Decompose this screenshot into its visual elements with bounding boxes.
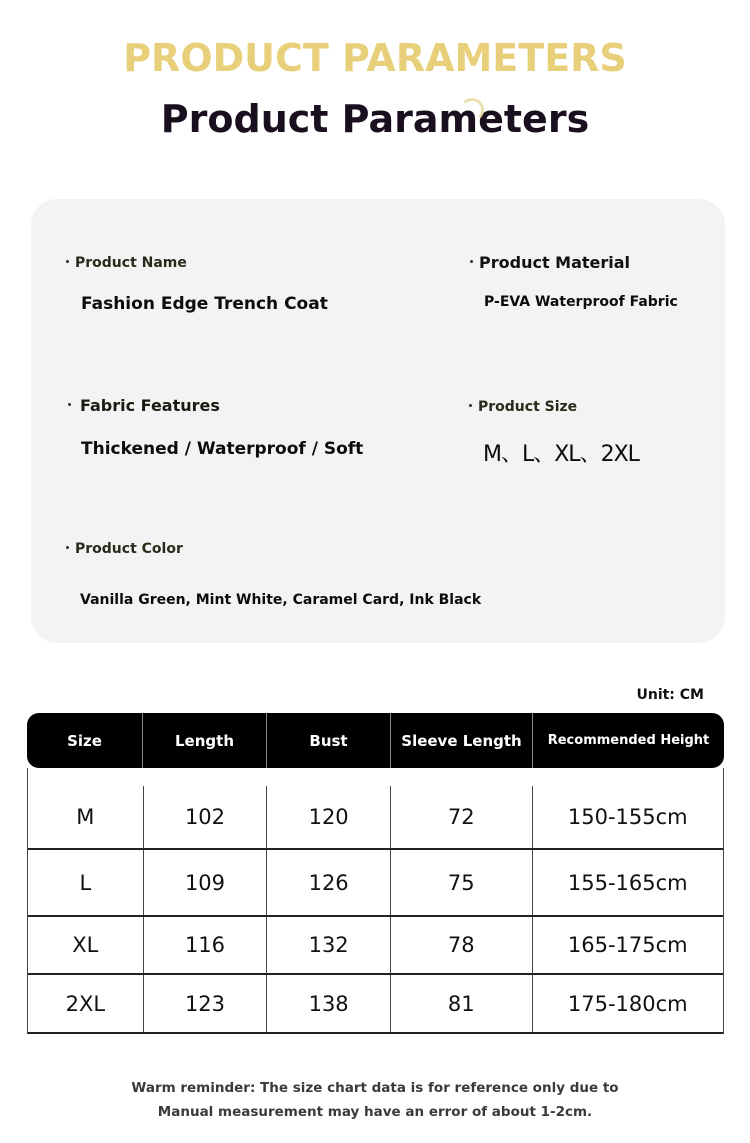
cell-recommended-height: 165-175cm: [567, 933, 688, 957]
cell-sleeve-length: 72: [391, 786, 533, 848]
cell-size: XL: [28, 917, 144, 973]
bullet-icon: [470, 260, 473, 263]
bullet-icon: [66, 260, 69, 263]
param-product-material: [470, 253, 630, 272]
param-label: Product Material: [479, 253, 631, 272]
table-row: [28, 850, 723, 917]
size-chart-table: [27, 713, 724, 1034]
cell-bust: 132: [267, 917, 391, 973]
warm-reminder-note: [0, 1076, 750, 1124]
cell-sleeve-length: 81: [391, 975, 533, 1032]
section-title-uppercase: PRODUCT PARAMETERS: [123, 36, 627, 80]
param-value-product-size: M、L、XL、2XL: [483, 442, 639, 467]
param-value-fabric-features: Thickened / Waterproof / Soft: [81, 439, 364, 459]
param-product-name: [66, 255, 187, 271]
param-label: Product Color: [75, 541, 183, 557]
param-value-product-color: Vanilla Green, Mint White, Caramel Card, Ink Black: [80, 592, 482, 608]
cell-size: L: [28, 850, 144, 915]
table-row: [28, 917, 723, 975]
cell-recommended-height: 155-165cm: [567, 870, 688, 895]
cell-length: 109: [144, 850, 268, 915]
param-label: Fabric Features: [80, 396, 220, 415]
cell-bust: 126: [267, 850, 391, 915]
cell-length: 102: [144, 786, 268, 848]
cell-length: 116: [144, 917, 268, 973]
param-product-size: [469, 399, 577, 415]
bullet-icon: [68, 403, 71, 406]
cell-size: 2XL: [28, 975, 144, 1032]
reminder-line-2: Manual measurement may have an error of about 1-2cm.: [157, 1104, 593, 1120]
cell-recommended-height: 150-155cm: [567, 805, 688, 829]
param-label: Product Size: [478, 399, 578, 415]
table-body: [27, 768, 724, 1034]
table-row: [28, 768, 723, 850]
cell-bust: 120: [267, 786, 391, 848]
param-fabric-features: [68, 396, 220, 415]
bullet-icon: [469, 404, 472, 407]
param-value-product-name: Fashion Edge Trench Coat: [81, 294, 328, 314]
decorative-ring-icon: [460, 98, 484, 122]
param-value-product-material: P-EVA Waterproof Fabric: [484, 294, 678, 310]
cell-recommended-height: 175-180cm: [567, 991, 688, 1016]
param-product-color: [66, 541, 183, 557]
cell-sleeve-length: 75: [391, 850, 533, 915]
table-row: [28, 975, 723, 1034]
cell-size: M: [28, 786, 144, 848]
param-label: Product Name: [75, 255, 187, 271]
unit-label: Unit: CM: [636, 687, 704, 703]
column-header-size: Size: [27, 713, 143, 768]
cell-sleeve-length: 78: [391, 917, 533, 973]
reminder-line-1: Warm reminder: The size chart data is for reference only due to: [131, 1080, 619, 1096]
table-header: [27, 713, 724, 768]
section-title: Product Parameters: [160, 97, 590, 141]
column-header-sleeve-length: Sleeve Length: [391, 713, 533, 768]
column-header-recommended-height: Recommended Height: [547, 733, 710, 748]
cell-length: 123: [144, 975, 268, 1032]
column-header-length: Length: [143, 713, 267, 768]
product-parameters-card: [31, 199, 725, 643]
column-header-bust: Bust: [267, 713, 391, 768]
cell-bust: 138: [267, 975, 391, 1032]
bullet-icon: [66, 546, 69, 549]
